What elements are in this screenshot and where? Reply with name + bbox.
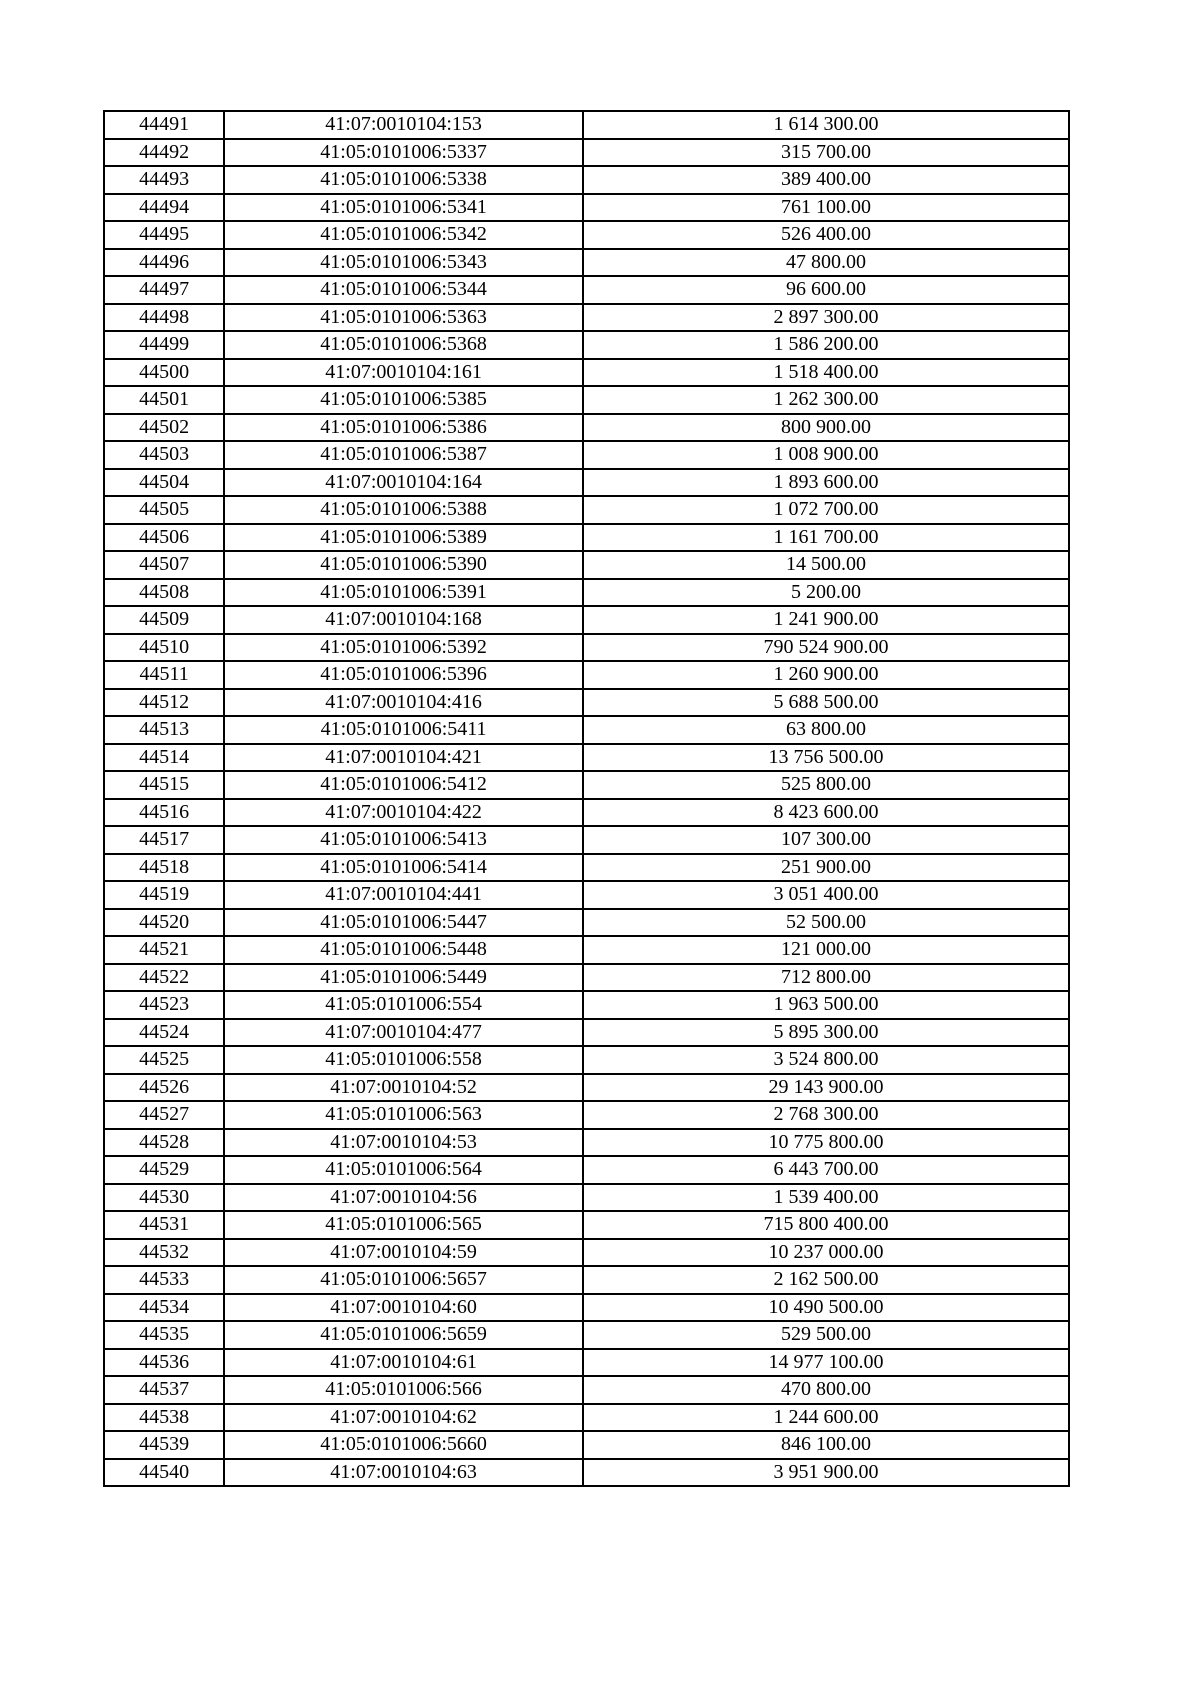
table-row (104, 221, 1069, 249)
cadastral-number-cell: 41:07:0010104:63 (224, 1459, 583, 1487)
row-number-cell: 44512 (104, 689, 224, 717)
cadastral-value-cell: 6 443 700.00 (583, 1156, 1069, 1184)
cadastral-number-cell: 41:05:0101006:5343 (224, 249, 583, 277)
table-row (104, 1129, 1069, 1157)
cadastral-number-cell: 41:07:0010104:422 (224, 799, 583, 827)
table-row (104, 524, 1069, 552)
cadastral-number-cell: 41:05:0101006:5660 (224, 1431, 583, 1459)
row-number-cell: 44516 (104, 799, 224, 827)
cadastral-number-cell: 41:07:0010104:60 (224, 1294, 583, 1322)
table-row (104, 469, 1069, 497)
cadastral-number-cell: 41:05:0101006:566 (224, 1376, 583, 1404)
cadastral-value-cell: 107 300.00 (583, 826, 1069, 854)
table-row (104, 441, 1069, 469)
cadastral-number-cell: 41:07:0010104:153 (224, 111, 583, 139)
row-number-cell: 44539 (104, 1431, 224, 1459)
row-number-cell: 44496 (104, 249, 224, 277)
cadastral-number-cell: 41:05:0101006:5368 (224, 331, 583, 359)
cadastral-number-cell: 41:05:0101006:5338 (224, 166, 583, 194)
cadastral-value-cell: 10 490 500.00 (583, 1294, 1069, 1322)
cadastral-number-cell: 41:07:0010104:161 (224, 359, 583, 387)
table-row (104, 689, 1069, 717)
cadastral-value-cell: 1 614 300.00 (583, 111, 1069, 139)
cadastral-number-cell: 41:05:0101006:5363 (224, 304, 583, 332)
row-number-cell: 44500 (104, 359, 224, 387)
cadastral-value-cell: 790 524 900.00 (583, 634, 1069, 662)
row-number-cell: 44521 (104, 936, 224, 964)
cadastral-number-cell: 41:05:0101006:5413 (224, 826, 583, 854)
table-row (104, 1404, 1069, 1432)
table-row (104, 276, 1069, 304)
row-number-cell: 44522 (104, 964, 224, 992)
cadastral-value-cell: 10 237 000.00 (583, 1239, 1069, 1267)
cadastral-value-cell: 315 700.00 (583, 139, 1069, 167)
table-row (104, 166, 1069, 194)
table-row (104, 1184, 1069, 1212)
row-number-cell: 44527 (104, 1101, 224, 1129)
table-row (104, 881, 1069, 909)
table-row (104, 936, 1069, 964)
row-number-cell: 44518 (104, 854, 224, 882)
cadastral-value-cell: 52 500.00 (583, 909, 1069, 937)
cadastral-number-cell: 41:07:0010104:416 (224, 689, 583, 717)
cadastral-value-cell: 470 800.00 (583, 1376, 1069, 1404)
table-row (104, 414, 1069, 442)
cadastral-number-cell: 41:05:0101006:5657 (224, 1266, 583, 1294)
cadastral-value-cell: 1 072 700.00 (583, 496, 1069, 524)
row-number-cell: 44513 (104, 716, 224, 744)
cadastral-number-cell: 41:05:0101006:5448 (224, 936, 583, 964)
cadastral-number-cell: 41:05:0101006:5392 (224, 634, 583, 662)
cadastral-value-cell: 2 897 300.00 (583, 304, 1069, 332)
cadastral-value-cell: 1 161 700.00 (583, 524, 1069, 552)
cadastral-value-cell: 5 688 500.00 (583, 689, 1069, 717)
cadastral-number-cell: 41:05:0101006:5344 (224, 276, 583, 304)
row-number-cell: 44514 (104, 744, 224, 772)
cadastral-value-cell: 761 100.00 (583, 194, 1069, 222)
table-row (104, 1101, 1069, 1129)
table-row (104, 1294, 1069, 1322)
cadastral-value-cell: 1 241 900.00 (583, 606, 1069, 634)
row-number-cell: 44510 (104, 634, 224, 662)
cadastral-value-cell: 1 244 600.00 (583, 1404, 1069, 1432)
cadastral-number-cell: 41:05:0101006:5342 (224, 221, 583, 249)
row-number-cell: 44511 (104, 661, 224, 689)
table-row (104, 991, 1069, 1019)
cadastral-value-cell: 2 162 500.00 (583, 1266, 1069, 1294)
table-row (104, 111, 1069, 139)
row-number-cell: 44524 (104, 1019, 224, 1047)
row-number-cell: 44502 (104, 414, 224, 442)
row-number-cell: 44536 (104, 1349, 224, 1377)
table-row (104, 249, 1069, 277)
cadastral-value-cell: 96 600.00 (583, 276, 1069, 304)
table-row (104, 331, 1069, 359)
cadastral-value-cell: 5 895 300.00 (583, 1019, 1069, 1047)
cadastral-number-cell: 41:07:0010104:61 (224, 1349, 583, 1377)
row-number-cell: 44538 (104, 1404, 224, 1432)
row-number-cell: 44507 (104, 551, 224, 579)
table-row (104, 359, 1069, 387)
cadastral-number-cell: 41:05:0101006:554 (224, 991, 583, 1019)
row-number-cell: 44503 (104, 441, 224, 469)
cadastral-number-cell: 41:05:0101006:5411 (224, 716, 583, 744)
cadastral-value-cell: 2 768 300.00 (583, 1101, 1069, 1129)
cadastral-number-cell: 41:05:0101006:5337 (224, 139, 583, 167)
cadastral-number-cell: 41:05:0101006:5389 (224, 524, 583, 552)
cadastral-value-cell: 8 423 600.00 (583, 799, 1069, 827)
row-number-cell: 44506 (104, 524, 224, 552)
cadastral-value-cell: 29 143 900.00 (583, 1074, 1069, 1102)
table-row (104, 1321, 1069, 1349)
row-number-cell: 44501 (104, 386, 224, 414)
table-row (104, 551, 1069, 579)
cadastral-number-cell: 41:05:0101006:5447 (224, 909, 583, 937)
row-number-cell: 44533 (104, 1266, 224, 1294)
table-row (104, 1156, 1069, 1184)
cadastral-value-cell: 1 586 200.00 (583, 331, 1069, 359)
row-number-cell: 44515 (104, 771, 224, 799)
cadastral-number-cell: 41:05:0101006:564 (224, 1156, 583, 1184)
row-number-cell: 44537 (104, 1376, 224, 1404)
table-row (104, 716, 1069, 744)
table-row (104, 304, 1069, 332)
table-row (104, 1239, 1069, 1267)
table-row (104, 606, 1069, 634)
cadastral-value-cell: 3 051 400.00 (583, 881, 1069, 909)
cadastral-value-cell: 3 524 800.00 (583, 1046, 1069, 1074)
cadastral-number-cell: 41:05:0101006:5390 (224, 551, 583, 579)
row-number-cell: 44494 (104, 194, 224, 222)
table-row (104, 496, 1069, 524)
cadastral-number-cell: 41:07:0010104:53 (224, 1129, 583, 1157)
cadastral-number-cell: 41:05:0101006:5412 (224, 771, 583, 799)
cadastral-number-cell: 41:05:0101006:5387 (224, 441, 583, 469)
cadastral-number-cell: 41:05:0101006:5659 (224, 1321, 583, 1349)
row-number-cell: 44534 (104, 1294, 224, 1322)
cadastral-number-cell: 41:05:0101006:5396 (224, 661, 583, 689)
row-number-cell: 44520 (104, 909, 224, 937)
cadastral-value-cell: 14 977 100.00 (583, 1349, 1069, 1377)
cadastral-value-cell: 14 500.00 (583, 551, 1069, 579)
cadastral-value-cell: 1 539 400.00 (583, 1184, 1069, 1212)
row-number-cell: 44504 (104, 469, 224, 497)
table-row (104, 909, 1069, 937)
table-body (104, 111, 1069, 1486)
row-number-cell: 44529 (104, 1156, 224, 1184)
cadastral-number-cell: 41:07:0010104:421 (224, 744, 583, 772)
cadastral-number-cell: 41:05:0101006:563 (224, 1101, 583, 1129)
cadastral-value-cell: 47 800.00 (583, 249, 1069, 277)
cadastral-number-cell: 41:07:0010104:477 (224, 1019, 583, 1047)
table-row (104, 826, 1069, 854)
cadastral-value-cell: 121 000.00 (583, 936, 1069, 964)
table-row (104, 386, 1069, 414)
row-number-cell: 44530 (104, 1184, 224, 1212)
cadastral-number-cell: 41:07:0010104:56 (224, 1184, 583, 1212)
row-number-cell: 44499 (104, 331, 224, 359)
table-row (104, 1046, 1069, 1074)
cadastral-value-cell: 13 756 500.00 (583, 744, 1069, 772)
row-number-cell: 44508 (104, 579, 224, 607)
row-number-cell: 44531 (104, 1211, 224, 1239)
table-row (104, 1349, 1069, 1377)
cadastral-value-cell: 10 775 800.00 (583, 1129, 1069, 1157)
cadastral-number-cell: 41:05:0101006:565 (224, 1211, 583, 1239)
row-number-cell: 44525 (104, 1046, 224, 1074)
table-row (104, 1431, 1069, 1459)
row-number-cell: 44519 (104, 881, 224, 909)
cadastral-value-cell: 712 800.00 (583, 964, 1069, 992)
table-row (104, 964, 1069, 992)
cadastral-number-cell: 41:07:0010104:164 (224, 469, 583, 497)
table-row (104, 1459, 1069, 1487)
row-number-cell: 44535 (104, 1321, 224, 1349)
cadastral-value-cell: 251 900.00 (583, 854, 1069, 882)
table-row (104, 854, 1069, 882)
cadastral-value-cell: 389 400.00 (583, 166, 1069, 194)
cadastral-value-cell: 525 800.00 (583, 771, 1069, 799)
cadastral-value-cell: 800 900.00 (583, 414, 1069, 442)
cadastral-number-cell: 41:07:0010104:59 (224, 1239, 583, 1267)
table-row (104, 1376, 1069, 1404)
table-row (104, 799, 1069, 827)
row-number-cell: 44492 (104, 139, 224, 167)
cadastral-value-cell: 1 893 600.00 (583, 469, 1069, 497)
cadastral-value-cell: 1 008 900.00 (583, 441, 1069, 469)
row-number-cell: 44528 (104, 1129, 224, 1157)
cadastral-number-cell: 41:05:0101006:5449 (224, 964, 583, 992)
cadastral-number-cell: 41:05:0101006:558 (224, 1046, 583, 1074)
row-number-cell: 44526 (104, 1074, 224, 1102)
cadastral-value-cell: 846 100.00 (583, 1431, 1069, 1459)
cadastral-value-cell: 715 800 400.00 (583, 1211, 1069, 1239)
table-row (104, 771, 1069, 799)
cadastral-value-cell: 5 200.00 (583, 579, 1069, 607)
table-row (104, 139, 1069, 167)
cadastral-number-cell: 41:07:0010104:441 (224, 881, 583, 909)
cadastral-number-cell: 41:05:0101006:5391 (224, 579, 583, 607)
cadastral-number-cell: 41:05:0101006:5414 (224, 854, 583, 882)
cadastral-number-cell: 41:07:0010104:62 (224, 1404, 583, 1432)
row-number-cell: 44509 (104, 606, 224, 634)
cadastral-value-cell: 526 400.00 (583, 221, 1069, 249)
table-row (104, 661, 1069, 689)
table-row (104, 744, 1069, 772)
table-row (104, 1266, 1069, 1294)
cadastral-value-cell: 63 800.00 (583, 716, 1069, 744)
cadastral-value-cell: 1 260 900.00 (583, 661, 1069, 689)
row-number-cell: 44505 (104, 496, 224, 524)
cadastral-value-table (103, 110, 1070, 1487)
table-row (104, 1074, 1069, 1102)
row-number-cell: 44497 (104, 276, 224, 304)
cadastral-value-cell: 529 500.00 (583, 1321, 1069, 1349)
cadastral-value-cell: 1 262 300.00 (583, 386, 1069, 414)
cadastral-number-cell: 41:05:0101006:5385 (224, 386, 583, 414)
cadastral-number-cell: 41:07:0010104:52 (224, 1074, 583, 1102)
cadastral-number-cell: 41:05:0101006:5386 (224, 414, 583, 442)
cadastral-number-cell: 41:05:0101006:5341 (224, 194, 583, 222)
row-number-cell: 44523 (104, 991, 224, 1019)
row-number-cell: 44540 (104, 1459, 224, 1487)
table-row (104, 579, 1069, 607)
row-number-cell: 44491 (104, 111, 224, 139)
table-row (104, 194, 1069, 222)
cadastral-number-cell: 41:05:0101006:5388 (224, 496, 583, 524)
cadastral-value-cell: 1 518 400.00 (583, 359, 1069, 387)
table-row (104, 634, 1069, 662)
table-row (104, 1019, 1069, 1047)
row-number-cell: 44495 (104, 221, 224, 249)
cadastral-number-cell: 41:07:0010104:168 (224, 606, 583, 634)
row-number-cell: 44498 (104, 304, 224, 332)
row-number-cell: 44532 (104, 1239, 224, 1267)
cadastral-value-cell: 3 951 900.00 (583, 1459, 1069, 1487)
row-number-cell: 44493 (104, 166, 224, 194)
table-row (104, 1211, 1069, 1239)
row-number-cell: 44517 (104, 826, 224, 854)
cadastral-value-cell: 1 963 500.00 (583, 991, 1069, 1019)
